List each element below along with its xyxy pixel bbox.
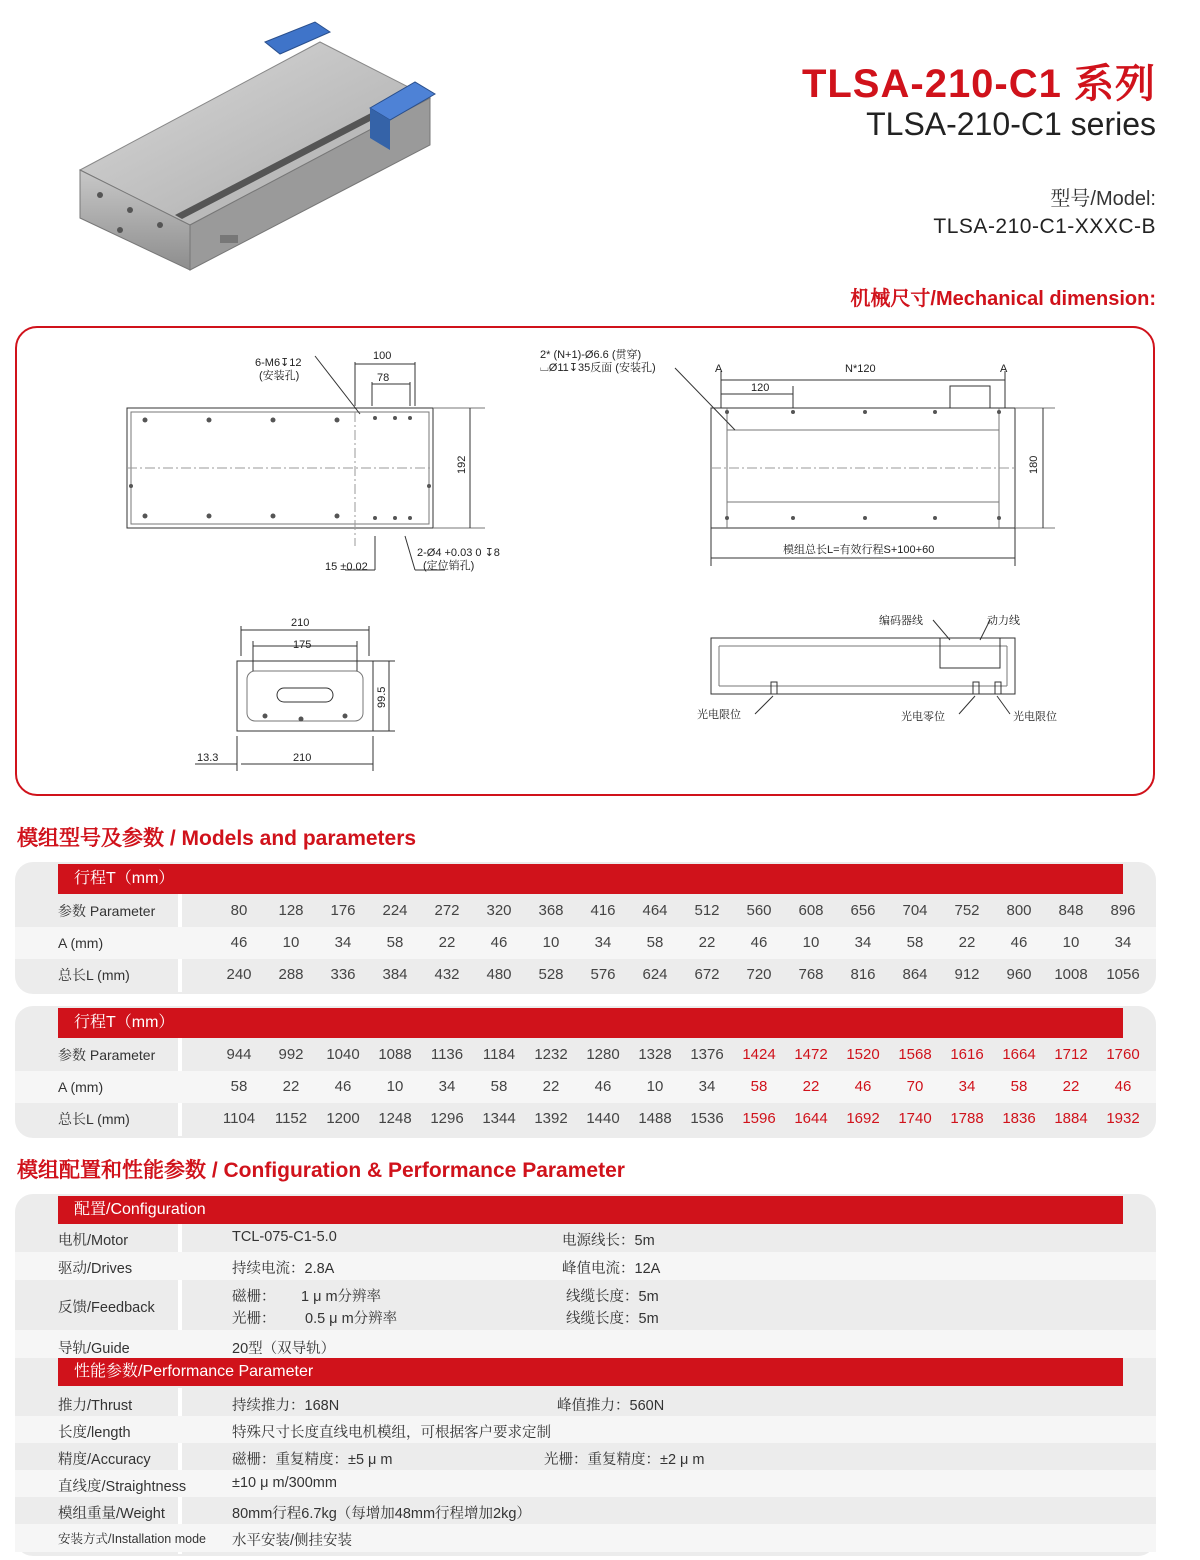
table-cell: 1184 [482,1046,516,1063]
table1-param-row [213,895,1149,927]
table-cell: 560 [746,902,772,919]
table-cell: 22 [282,1078,300,1095]
row-label-total: 总长L (mm) [58,1111,130,1127]
table-cell: 58 [1010,1078,1028,1095]
table-cell: 176 [330,902,356,919]
accuracy-opt: 光栅：重复精度：±2 μ m [544,1452,705,1468]
table-cell: 1232 [534,1046,568,1063]
dim-210-top: 210 [291,617,310,629]
table-cell: 1328 [638,1046,672,1063]
config-heading: 模组配置和性能参数 / Configuration & Performance Parameter [17,1159,625,1182]
model-value: TLSA-210-C1-XXXC-B [933,215,1156,238]
table-cell: 1104 [222,1110,256,1127]
feedback-opt-cable: 线缆长度：5m [566,1311,659,1327]
accuracy-label: 精度/Accuracy [58,1452,151,1468]
table-cell: 46 [854,1078,872,1095]
table-cell: 22 [1062,1078,1080,1095]
table2-a-row [213,1071,1149,1103]
table-cell: 22 [698,934,716,951]
table-cell: 1136 [430,1046,464,1063]
table-cell: 384 [382,966,408,983]
pin-note-sub: (定位销孔) [423,560,475,572]
table-cell: 34 [334,934,352,951]
dim-175: 175 [293,639,312,651]
table-cell: 1568 [898,1046,932,1063]
limit-right-label: 光电限位 [1013,711,1057,723]
table-cell: 608 [798,902,824,919]
table-cell: 816 [850,966,876,983]
table-cell: 1644 [794,1110,828,1127]
table2-total-row [213,1103,1149,1135]
row-label-param: 参数 Parameter [58,903,156,919]
guide-label: 导轨/Guide [58,1341,130,1357]
table-cell: 1440 [586,1110,620,1127]
table-cell: 1740 [898,1110,932,1127]
table-cell: 58 [906,934,924,951]
table-cell: 1392 [534,1110,568,1127]
config-bar: 配置/Configuration [58,1196,1123,1224]
table-cell: 46 [750,934,768,951]
table-cell: 1248 [378,1110,412,1127]
table-cell: 128 [278,902,304,919]
table-cell: 80 [230,902,248,919]
table-cell: 34 [854,934,872,951]
table-cell: 1596 [742,1110,776,1127]
table-cell: 320 [486,902,512,919]
table-cell: 1488 [638,1110,672,1127]
table-cell: 22 [542,1078,560,1095]
table-cell: 1280 [586,1046,620,1063]
table-cell: 848 [1058,902,1084,919]
table-cell: 22 [958,934,976,951]
table-cell: 1344 [482,1110,516,1127]
table-cell: 10 [386,1078,404,1095]
table-cell: 34 [698,1078,716,1095]
table-cell: 46 [230,934,248,951]
table-cell: 22 [438,934,456,951]
length-value: 特殊尺寸长度直线电机模组，可根据客户要求定制 [232,1425,551,1441]
feedback-mag-cable: 线缆长度：5m [566,1289,659,1305]
table-cell: 464 [642,902,668,919]
table-cell: 336 [330,966,356,983]
straightness-value: ±10 μ m/300mm [232,1475,337,1491]
feedback-opt-res: 0.5 μ m分辨率 [305,1311,398,1327]
table-cell: 1088 [378,1046,412,1063]
feedback-opt: 光栅： [232,1311,276,1327]
table-cell: 1884 [1054,1110,1088,1127]
table-cell: 1056 [1106,966,1140,983]
table-cell: 1692 [846,1110,880,1127]
table-cell: 1424 [742,1046,776,1063]
table-cell: 896 [1110,902,1136,919]
table-cell: 992 [278,1046,304,1063]
table-cell: 368 [538,902,564,919]
table-cell: 432 [434,966,460,983]
table-cell: 1932 [1106,1110,1140,1127]
thrust-peak: 峰值推力：560N [557,1398,665,1414]
table-cell: 46 [490,934,508,951]
power-cable-label: 动力线 [987,615,1020,627]
dim-100: 100 [373,350,392,362]
table1-a-row [213,927,1149,959]
product-image [70,20,440,280]
dim-210-bottom: 210 [293,752,312,764]
table-cell: 46 [1010,934,1028,951]
counterbore-note: ⌴Ø11↧35反面 (安装孔) [540,362,656,374]
motor-value: TCL-075-C1-5.0 [232,1229,337,1245]
accuracy-mag: 磁栅：重复精度：±5 μ m [232,1452,393,1468]
table-cell: 58 [490,1078,508,1095]
table-cell: 34 [594,934,612,951]
table-cell: 528 [538,966,564,983]
table-cell: 416 [590,902,616,919]
table-cell: 1664 [1002,1046,1036,1063]
drives-peak: 峰值电流：12A [562,1261,661,1277]
guide-value: 20型（双导轨） [232,1341,336,1357]
hole-note-sub: (安装孔) [259,370,300,382]
mechanical-dimension-heading: 机械尺寸/Mechanical dimension: [850,288,1156,310]
table-cell: 10 [802,934,820,951]
table-cell: 768 [798,966,824,983]
mechanical-drawing [15,326,1155,796]
table-cell: 224 [382,902,408,919]
dim-99-5: 99.5 [376,686,388,708]
product-title-en: TLSA-210-C1 series [866,106,1156,142]
section-a-right: A [1000,363,1008,375]
install-label: 安装方式/Installation mode [58,1532,206,1546]
install-value: 水平安装/侧挂安装 [232,1533,353,1549]
row-label-total: 总长L (mm) [58,967,130,983]
dim-180: 180 [1028,455,1040,474]
table-cell: 34 [958,1078,976,1095]
product-title-cn: TLSA-210-C1 系列 [801,62,1156,106]
table-cell: 58 [646,934,664,951]
total-length-formula: 模组总长L=有效行程S+100+60 [783,544,935,556]
table2-param-row [213,1039,1149,1071]
row-label-a: A (mm) [58,1079,104,1095]
table-cell: 800 [1006,902,1032,919]
table-cell: 58 [386,934,404,951]
table-cell: 912 [954,966,980,983]
table-cell: 10 [646,1078,664,1095]
table-cell: 480 [486,966,512,983]
straightness-label: 直线度/Straightness [58,1479,187,1495]
motor-label: 电机/Motor [58,1233,129,1249]
row-label-a: A (mm) [58,935,104,951]
table-cell: 46 [594,1078,612,1095]
weight-label: 模组重量/Weight [58,1506,165,1522]
limit-left-label: 光电限位 [697,709,741,721]
thrust-label: 推力/Thrust [58,1398,133,1414]
table-cell: 10 [1062,934,1080,951]
table1-total-row [213,959,1149,991]
pin-note: 2-Ø4 +0.03 0 ↧8 [417,547,500,559]
table-cell: 272 [434,902,460,919]
drives-label: 驱动/Drives [58,1261,133,1277]
dim-n120: N*120 [845,363,876,375]
dim-120: 120 [751,382,770,394]
dim-13-3: 13.3 [197,752,219,764]
dim-78: 78 [377,372,390,384]
models-heading: 模组型号及参数 / Models and parameters [17,827,417,850]
table-cell: 1788 [950,1110,984,1127]
dim-192: 192 [456,455,468,474]
through-hole-note: 2* (N+1)-Ø6.6 (贯穿) [540,349,642,361]
zero-sensor-label: 光电零位 [901,711,945,723]
dim-15: 15 ±0.02 [325,561,368,573]
table-cell: 34 [1114,934,1132,951]
feedback-mag-res: 1 μ m分辨率 [301,1289,382,1305]
feedback-label: 反馈/Feedback [58,1300,155,1316]
table-cell: 22 [802,1078,820,1095]
table-cell: 864 [902,966,928,983]
table-cell: 512 [694,902,720,919]
stroke-bar-2: 行程T（mm） [58,1008,1123,1038]
table-cell: 1200 [326,1110,360,1127]
table-cell: 1008 [1054,966,1088,983]
row-label-param: 参数 Parameter [58,1047,156,1063]
table-cell: 10 [282,934,300,951]
table-cell: 960 [1006,966,1032,983]
table-cell: 1376 [690,1046,724,1063]
table-cell: 288 [278,966,304,983]
drives-current: 持续电流：2.8A [232,1261,335,1277]
table-cell: 1536 [690,1110,724,1127]
hole-note: 6-M6↧12 [255,357,302,369]
table-cell: 1760 [1106,1046,1140,1063]
table-cell: 1040 [326,1046,360,1063]
table-cell: 1712 [1054,1046,1088,1063]
table-cell: 58 [750,1078,768,1095]
table-cell: 46 [1114,1078,1132,1095]
section-a-left: A [715,363,723,375]
table-cell: 1296 [430,1110,464,1127]
table-cell: 70 [906,1078,924,1095]
table-cell: 1472 [794,1046,828,1063]
length-label: 长度/length [58,1425,131,1441]
table-cell: 1152 [274,1110,308,1127]
motor-cable: 电源线长：5m [562,1233,655,1249]
table-cell: 720 [746,966,772,983]
feedback-mag: 磁栅： [232,1289,276,1305]
table-cell: 10 [542,934,560,951]
thrust-continuous: 持续推力：168N [232,1398,340,1414]
performance-bar: 性能参数/Performance Parameter [58,1358,1123,1386]
table-cell: 576 [590,966,616,983]
table-cell: 58 [230,1078,248,1095]
model-label: 型号/Model: [1050,188,1156,210]
weight-value: 80mm行程6.7kg（每增加48mm行程增加2kg） [232,1506,531,1522]
encoder-cable-label: 编码器线 [879,615,923,627]
table-cell: 752 [954,902,980,919]
table-cell: 672 [694,966,720,983]
table-cell: 704 [902,902,928,919]
table-cell: 46 [334,1078,352,1095]
table-cell: 1616 [950,1046,984,1063]
table-cell: 624 [642,966,668,983]
table-cell: 1836 [1002,1110,1036,1127]
table-cell: 944 [226,1046,252,1063]
table-cell: 656 [850,902,876,919]
table-cell: 34 [438,1078,456,1095]
table-cell: 1520 [846,1046,880,1063]
table-cell: 240 [226,966,252,983]
stroke-bar-1: 行程T（mm） [58,864,1123,894]
